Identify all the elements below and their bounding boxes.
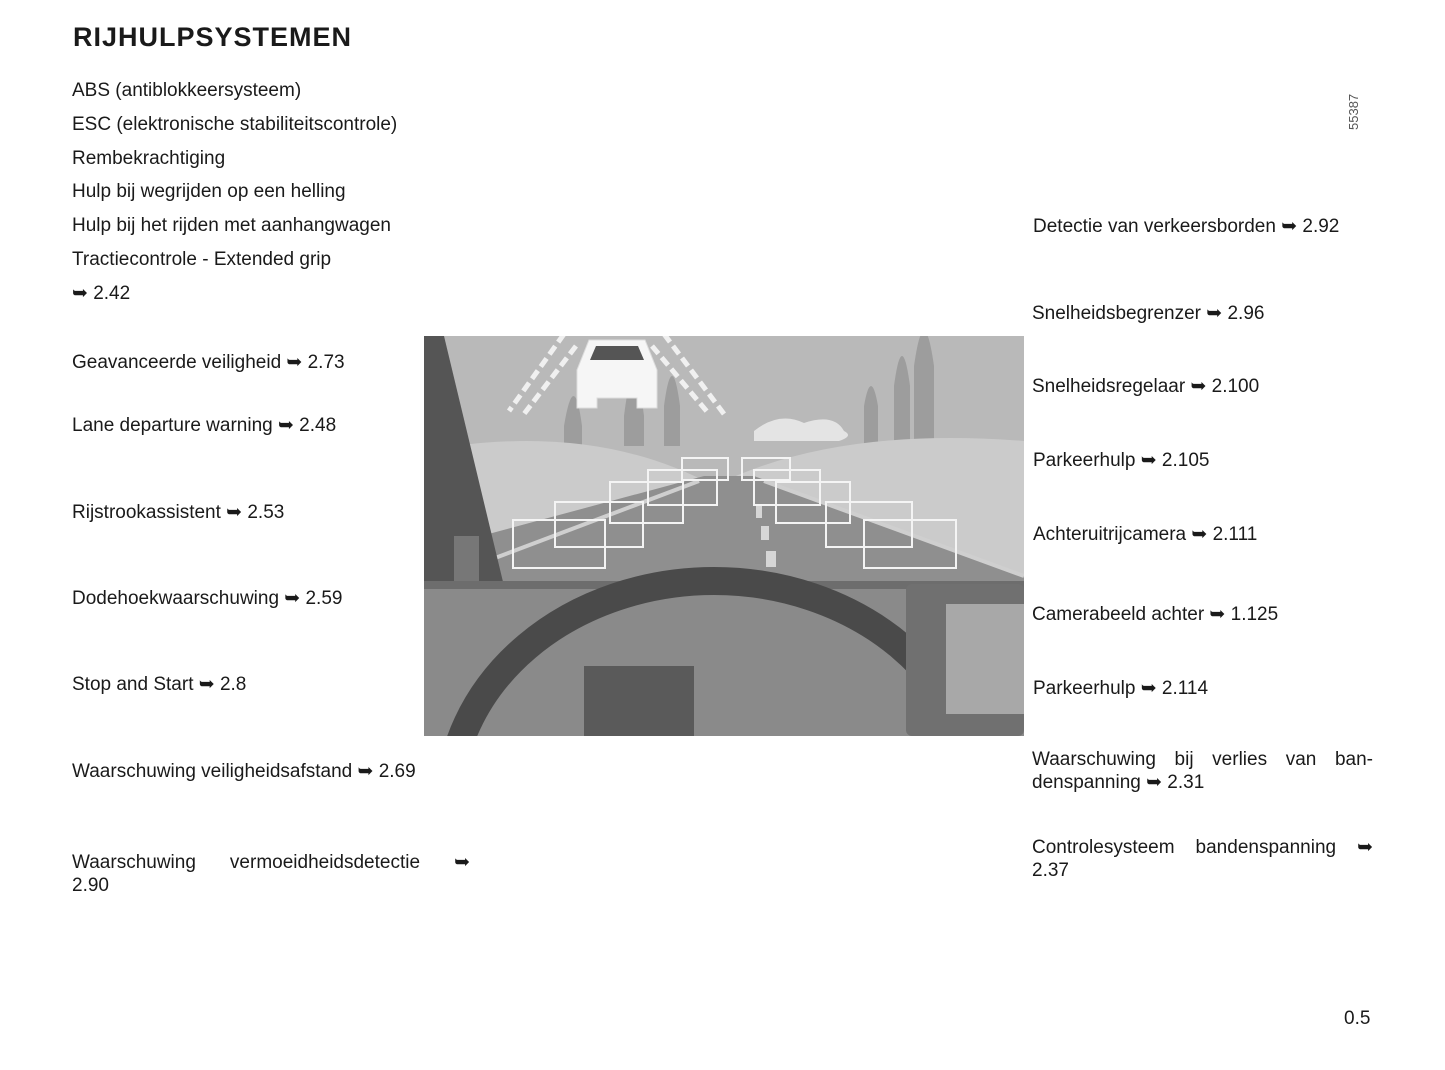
list-item: Detectie van verkeersborden ➥ 2.92: [1033, 216, 1340, 237]
list-item: Waarschuwing bij verlies van bandenspanning ➥ 2.31: [1032, 749, 1373, 793]
list-item: Hulp bij wegrijden op een helling: [72, 181, 346, 202]
list-item: Snelheidsregelaar ➥ 2.100: [1032, 376, 1260, 397]
list-item: Dodehoekwaarschuwing ➥ 2.59: [72, 588, 343, 609]
list-item: ABS (antiblokkeersysteem): [72, 80, 302, 101]
list-item: Rembekrachtiging: [72, 148, 226, 169]
driver-assist-illustration: [424, 336, 1024, 736]
list-item: ESC (elektronische stabiliteitscontrole): [72, 114, 398, 135]
list-item: Stop and Start ➥ 2.8: [72, 674, 247, 695]
list-item: Rijstrookassistent ➥ 2.53: [72, 502, 285, 523]
speaker-grille: [454, 536, 479, 586]
list-item: Parkeerhulp ➥ 2.105: [1033, 450, 1210, 471]
list-item: Controlesysteem bandenspanning ➥ 2.37: [1032, 837, 1373, 881]
instrument-cluster: [584, 666, 694, 736]
figure-number: 55387: [1346, 93, 1361, 130]
page-title: RIJHULPSYSTEMEN: [73, 22, 353, 52]
list-item: Achteruitrijcamera ➥ 2.111: [1033, 524, 1258, 545]
list-item: Parkeerhulp ➥ 2.114: [1033, 678, 1209, 699]
list-item: Lane departure warning ➥ 2.48: [72, 415, 337, 436]
list-item: Hulp bij het rijden met aanhangwagen: [72, 215, 391, 236]
list-item: Tractiecontrole - Extended grip: [72, 249, 332, 270]
list-item: Camerabeeld achter ➥ 1.125: [1032, 604, 1279, 625]
list-item: Geavanceerde veiligheid ➥ 2.73: [72, 352, 345, 373]
page-number: 0.5: [1344, 1008, 1371, 1029]
page-reference: ➥ 2.42: [72, 283, 131, 304]
list-item: Waarschuwing veiligheidsafstand ➥ 2.69: [72, 761, 416, 782]
list-item: Waarschuwing vermoeidheidsdetectie ➥ 2.90: [72, 852, 470, 896]
list-item: Snelheidsbegrenzer ➥ 2.96: [1032, 303, 1265, 324]
